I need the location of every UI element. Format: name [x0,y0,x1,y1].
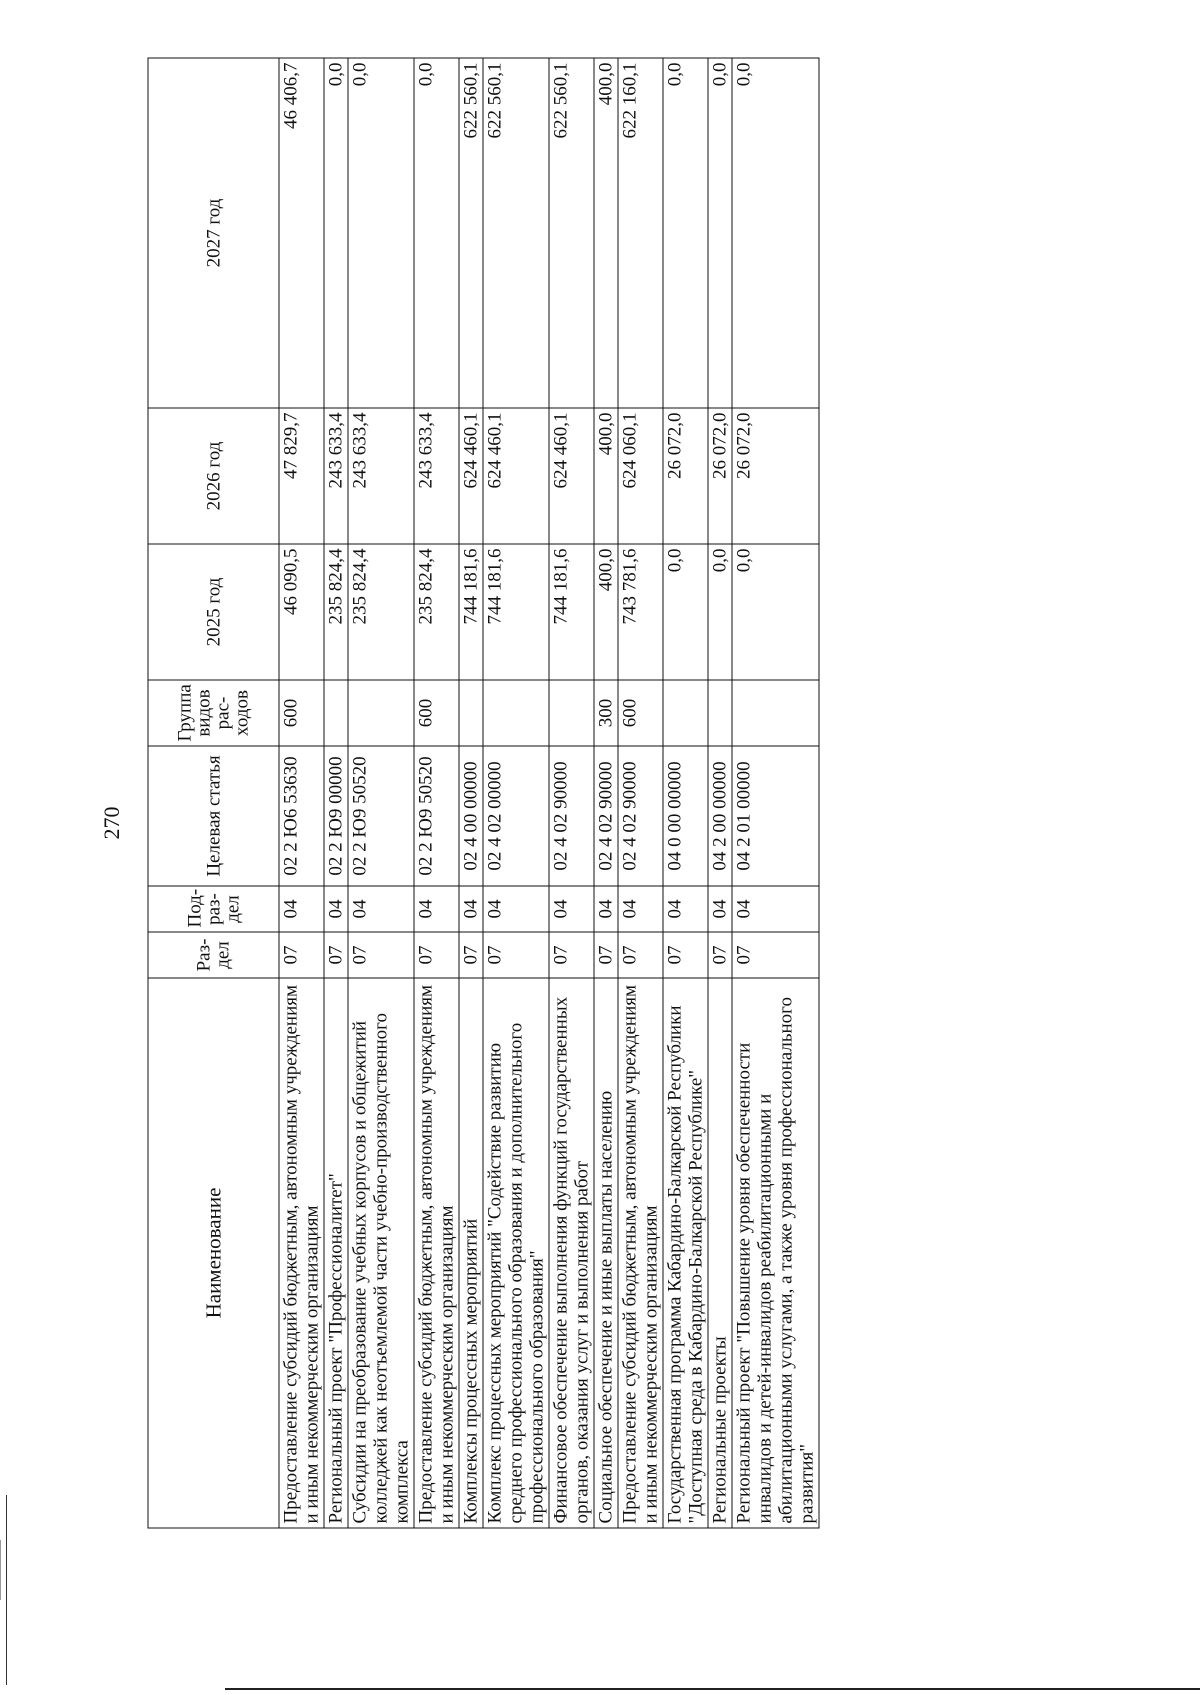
row-2025: 235 824,4 [348,544,414,680]
row-name: Финансовое обеспечение выполнения функций государственных органов, оказания услуг и выполнения работ [549,978,594,1528]
row-podrazdel: 04 [324,886,348,932]
budget-table [148,58,820,1529]
row-razdel: 07 [348,932,414,978]
page-number: 270 [99,806,124,840]
row-gruppa [459,680,483,746]
row-2026: 624 460,1 [459,408,483,544]
row-celevaya: 02 2 Ю9 00000 [324,746,348,886]
row-2025: 46 090,5 [279,544,324,680]
table-row [414,58,459,1528]
row-gruppa: 600 [414,680,459,746]
row-2026: 243 633,4 [414,408,459,544]
row-razdel: 07 [459,932,483,978]
row-name: Региональные проекты [708,978,732,1528]
row-name: Социальное обеспечение и иные выплаты населению [594,978,618,1528]
row-2026: 26 072,0 [732,408,819,544]
table-row [594,58,618,1528]
row-podrazdel: 04 [708,886,732,932]
row-podrazdel: 04 [348,886,414,932]
row-2026: 624 060,1 [618,408,663,544]
row-celevaya: 04 2 00 00000 [708,746,732,886]
row-podrazdel: 04 [459,886,483,932]
row-2026: 624 460,1 [549,408,594,544]
row-name: Предоставление субсидий бюджетным, автономным учреждениям и иным некоммерческим организациям [414,978,459,1528]
row-2027: 0,0 [414,58,459,408]
row-razdel: 07 [414,932,459,978]
row-razdel: 07 [279,932,324,978]
table-row [732,58,819,1528]
row-podrazdel: 04 [549,886,594,932]
row-razdel: 07 [663,932,708,978]
row-name: Комплексы процессных мероприятий [459,978,483,1528]
row-2027: 622 560,1 [483,58,549,408]
row-podrazdel: 04 [663,886,708,932]
table-row [279,58,324,1528]
row-name: Субсидии на преобразование учебных корпусов и общежитий колледжей как неотъемлемой части учебно-производственного комплекса [348,978,414,1528]
row-celevaya: 04 2 01 00000 [732,746,819,886]
row-2025: 400,0 [594,544,618,680]
row-2027: 46 406,7 [279,58,324,408]
row-razdel: 07 [594,932,618,978]
row-2025: 0,0 [708,544,732,680]
row-gruppa: 600 [279,680,324,746]
row-razdel: 07 [324,932,348,978]
row-name: Региональный проект "Повышение уровня обеспеченности инвалидов и детей-инвалидов реабилитационными и абилитационными услугами, а также уровня профессионального развития" [732,978,819,1528]
header-name: Наименование [148,978,279,1528]
table-row [459,58,483,1528]
row-razdel: 07 [708,932,732,978]
row-gruppa [732,680,819,746]
table-row [483,58,549,1528]
table-row [708,58,732,1528]
row-celevaya: 02 4 02 90000 [549,746,594,886]
table-row [549,58,594,1528]
header-2026: 2026 год [148,408,279,544]
row-podrazdel: 04 [594,886,618,932]
row-celevaya: 02 4 02 90000 [618,746,663,886]
row-podrazdel: 04 [732,886,819,932]
row-2027: 622 560,1 [549,58,594,408]
row-name: Региональный проект "Профессионалитет" [324,978,348,1528]
row-2027: 0,0 [324,58,348,408]
row-gruppa [708,680,732,746]
row-2025: 235 824,4 [324,544,348,680]
budget-table-frame [148,59,1033,1529]
row-celevaya: 02 2 Ю9 50520 [414,746,459,886]
row-gruppa [483,680,549,746]
row-2027: 622 160,1 [618,58,663,408]
header-razdel: Раз-дел [148,932,279,978]
row-2026: 243 633,4 [348,408,414,544]
row-razdel: 07 [732,932,819,978]
header-2027: 2027 год [148,58,279,408]
row-name: Предоставление субсидий бюджетным, автономным учреждениям и иным некоммерческим организациям [618,978,663,1528]
row-gruppa [324,680,348,746]
scan-edge-line [6,1495,7,1685]
row-gruppa: 300 [594,680,618,746]
row-gruppa [549,680,594,746]
header-gruppa: Группа видов рас-ходов [148,680,279,746]
row-2027: 400,0 [594,58,618,408]
row-razdel: 07 [618,932,663,978]
header-celevaya: Целевая статья [148,746,279,886]
row-2026: 26 072,0 [663,408,708,544]
row-podrazdel: 04 [483,886,549,932]
scan-edge-line [0,1540,1,1600]
row-2027: 0,0 [663,58,708,408]
table-row [348,58,414,1528]
row-2025: 743 781,6 [618,544,663,680]
row-2025: 744 181,6 [483,544,549,680]
row-gruppa [348,680,414,746]
row-2027: 0,0 [708,58,732,408]
table-row [663,58,708,1528]
header-podrazdel: Под-раз-дел [148,886,279,932]
row-celevaya: 02 4 02 90000 [594,746,618,886]
row-podrazdel: 04 [414,886,459,932]
row-2026: 243 633,4 [324,408,348,544]
row-2026: 26 072,0 [708,408,732,544]
row-2025: 744 181,6 [549,544,594,680]
row-celevaya: 02 2 Ю6 53630 [279,746,324,886]
row-2026: 400,0 [594,408,618,544]
row-celevaya: 02 4 02 00000 [483,746,549,886]
row-celevaya: 02 2 Ю9 50520 [348,746,414,886]
scan-bottom-line [225,1688,1200,1690]
row-name: Государственная программа Кабардино-Балкарской Республики "Доступная среда в Кабардино-Балкарской Республике" [663,978,708,1528]
row-celevaya: 02 4 00 00000 [459,746,483,886]
row-gruppa: 600 [618,680,663,746]
table-row [618,58,663,1528]
row-2027: 0,0 [348,58,414,408]
row-razdel: 07 [483,932,549,978]
row-2025: 0,0 [732,544,819,680]
header-2025: 2025 год [148,544,279,680]
row-gruppa [663,680,708,746]
row-podrazdel: 04 [279,886,324,932]
row-2025: 235 824,4 [414,544,459,680]
row-podrazdel: 04 [618,886,663,932]
table-header-row [148,58,279,1528]
row-2027: 0,0 [732,58,819,408]
row-2027: 622 560,1 [459,58,483,408]
row-celevaya: 04 0 00 00000 [663,746,708,886]
row-2026: 47 829,7 [279,408,324,544]
row-name: Предоставление субсидий бюджетным, автономным учреждениям и иным некоммерческим организациям [279,978,324,1528]
row-2025: 0,0 [663,544,708,680]
row-2025: 744 181,6 [459,544,483,680]
table-row [324,58,348,1528]
row-razdel: 07 [549,932,594,978]
row-name: Комплекс процессных мероприятий "Содействие развитию среднего профессионального образования и дополнительного профессионального образования" [483,978,549,1528]
row-2026: 624 460,1 [483,408,549,544]
